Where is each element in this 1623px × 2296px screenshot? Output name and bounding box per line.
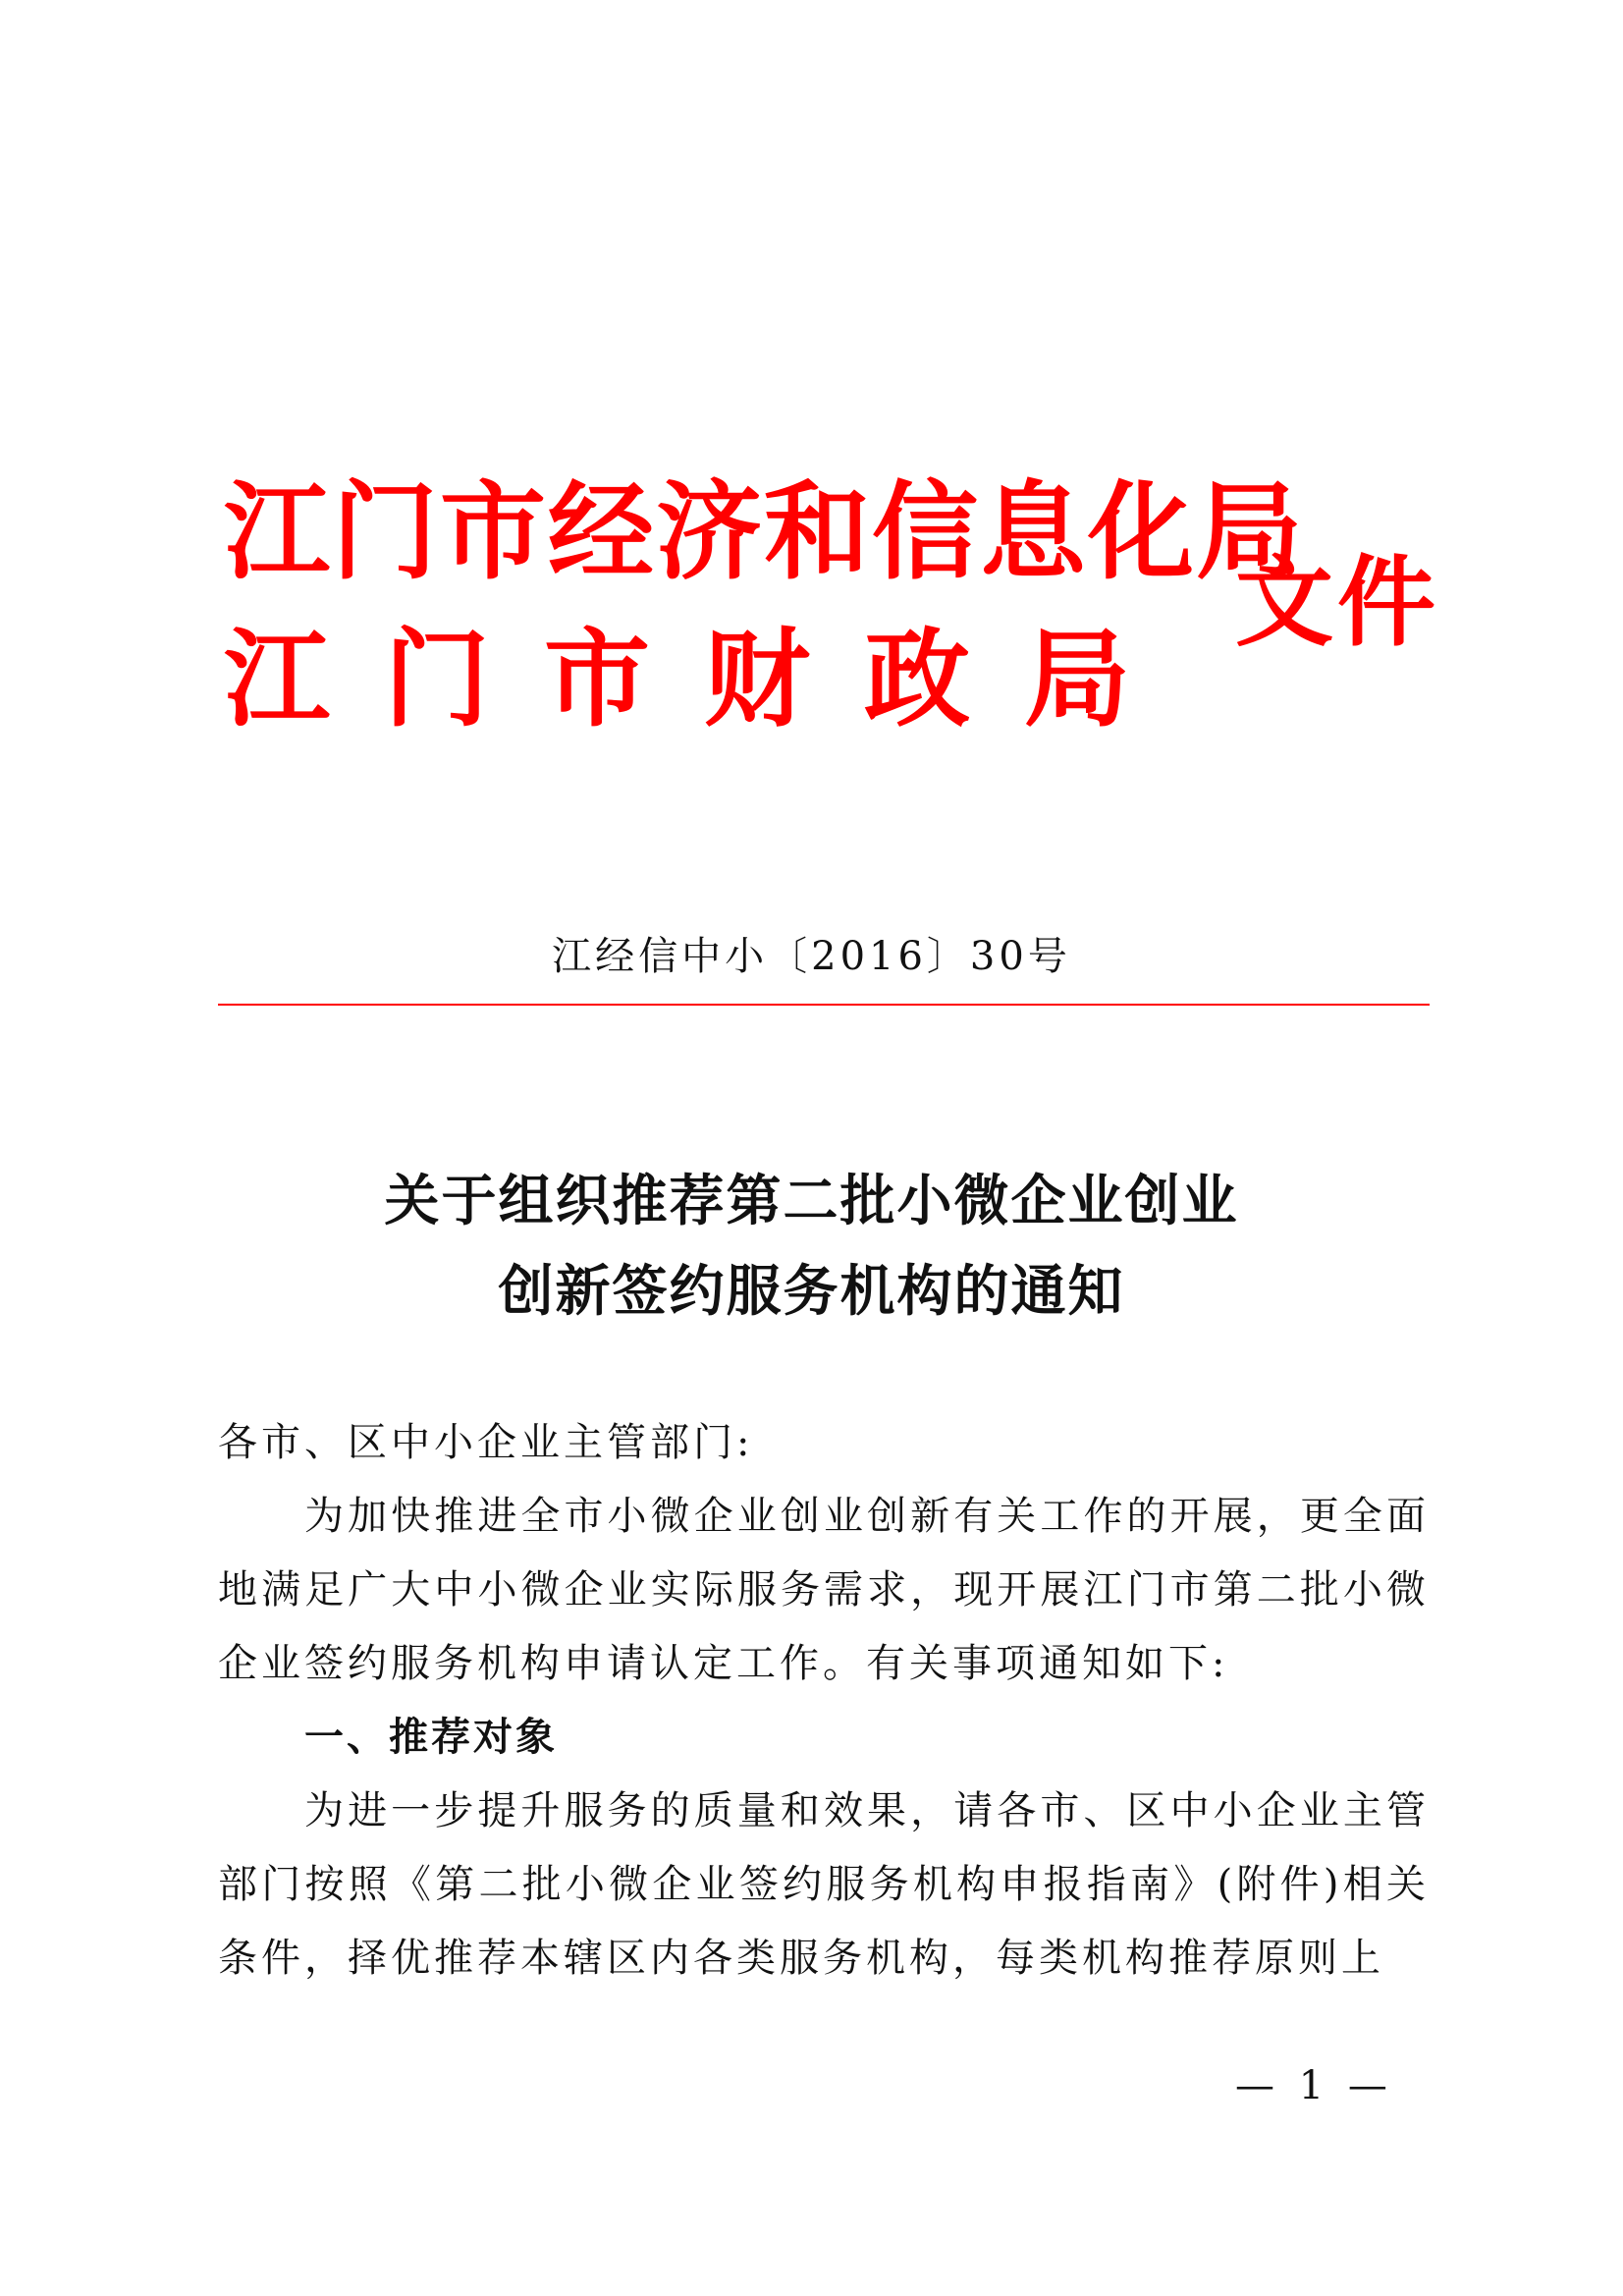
red-divider-line [218, 1004, 1430, 1006]
title-line-1: 关于组织推荐第二批小微企业创业 [384, 1170, 1239, 1233]
salutation: 各市、区中小企业主管部门: [218, 1420, 754, 1465]
page-number: — 1 — [1235, 2063, 1393, 2108]
document-body [218, 1406, 1430, 1995]
issuing-org-line-1: 江门市经济和信息化局 [224, 471, 1305, 594]
section-heading-1: 一、推荐对象 [304, 1715, 558, 1760]
masthead [224, 469, 1441, 764]
document-title [0, 1157, 1623, 1338]
body-paragraph-2: 为进一步提升服务的质量和效果，请各市、区中小企业主管部门按照《第二批小微企业签约服务机构申报指南》(附件)相关条件，择优推荐本辖区内各类服务机构，每类机构推荐原则上 [218, 1788, 1430, 1981]
document-number: 江经信中小〔2016〕30号 [552, 934, 1071, 979]
body-paragraph-1: 为加快推进全市小微企业创业创新有关工作的开展，更全面地满足广大中小微企业实际服务需求，现开展江门市第二批小微企业签约服务机构申请认定工作。有关事项通知如下: [218, 1494, 1430, 1686]
issuing-org-line-2: 江门市财政局 [224, 619, 1185, 741]
title-line-2: 创新签约服务机构的通知 [498, 1260, 1125, 1324]
file-suffix: 文件 [1235, 545, 1439, 660]
